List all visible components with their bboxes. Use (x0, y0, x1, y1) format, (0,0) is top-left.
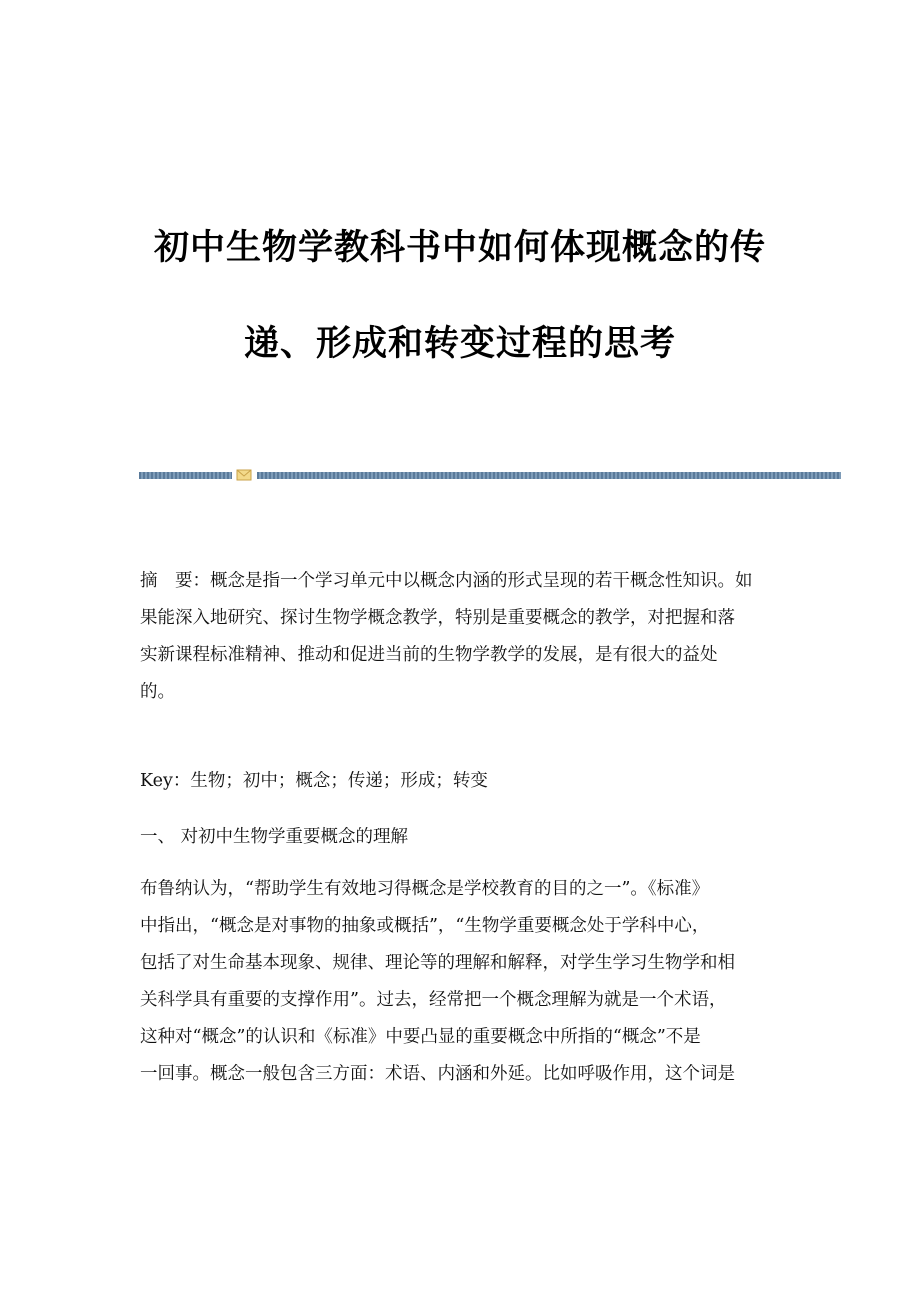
abstract-line: 实新课程标准精神、推动和促进当前的生物学教学的发展，是有很大的益处 (140, 645, 718, 665)
body-line: 一回事。概念一般包含三方面：术语、内涵和外延。比如呼吸作用，这个词是 (140, 1064, 735, 1084)
divider-bar-left (139, 472, 232, 479)
body-line: 中指出，“概念是对事物的抽象或概括”，“生物学重要概念处于学科中心， (140, 916, 710, 936)
body-line: 包括了对生命基本现象、规律、理论等的理解和解释，对学生学习生物学和相 (140, 953, 735, 973)
document-title-line-1: 初中生物学教科书中如何体现概念的传 (153, 228, 766, 268)
keywords-line: Key：生物；初中；概念；传递；形成；转变 (140, 771, 488, 791)
title-divider (139, 469, 841, 481)
abstract-paragraph (140, 563, 790, 711)
abstract-line: 的。 (140, 682, 175, 702)
body-paragraph (140, 871, 790, 1093)
abstract-line: 果能深入地研究、探讨生物学概念教学，特别是重要概念的教学，对把握和落 (140, 608, 735, 628)
section-heading-1: 一、 对初中生物学重要概念的理解 (140, 827, 409, 847)
body-line: 布鲁纳认为，“帮助学生有效地习得概念是学校教育的目的之一”。《标准》 (140, 879, 710, 899)
body-line: 这种对“概念”的认识和《标准》中要凸显的重要概念中所指的“概念”不是 (140, 1027, 701, 1047)
envelope-icon (236, 469, 252, 481)
divider-bar-right (257, 472, 841, 479)
abstract-line: 摘 要：概念是指一个学习单元中以概念内涵的形式呈现的若干概念性知识。如 (140, 571, 753, 591)
body-line: 关科学具有重要的支撑作用”。过去，经常把一个概念理解为就是一个术语， (140, 990, 727, 1010)
document-title-line-2: 递、形成和转变过程的思考 (243, 324, 676, 364)
